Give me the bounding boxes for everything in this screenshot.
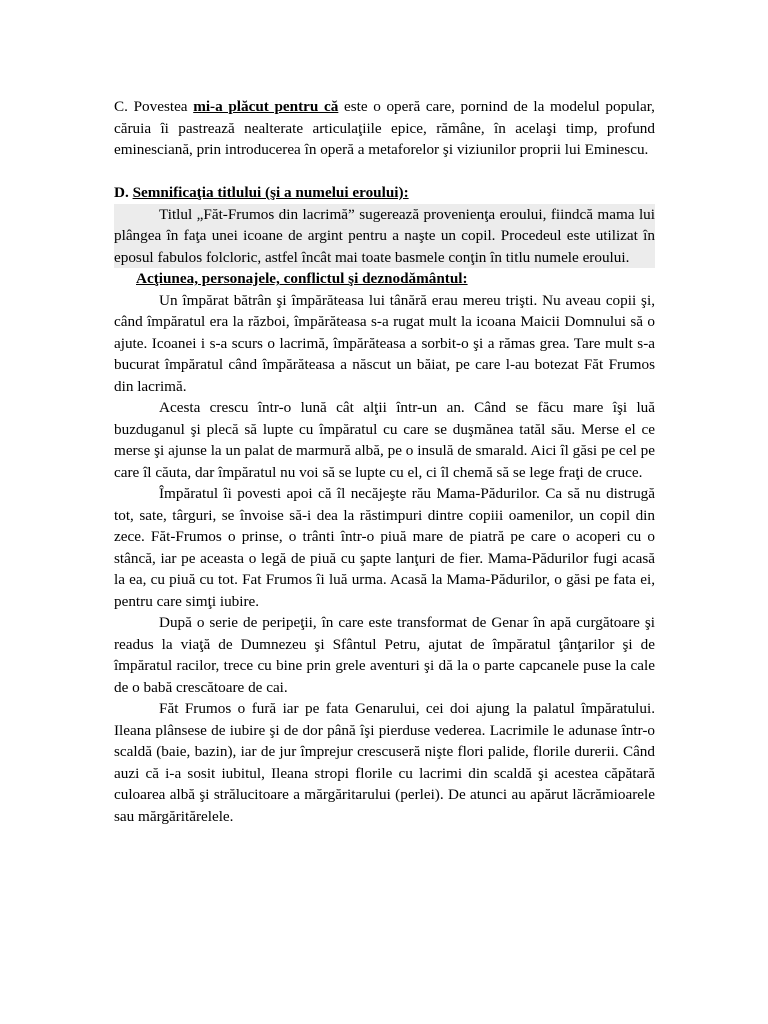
section-d-title: Semnificaţia titlului (şi a numelui eroului):: [132, 184, 409, 201]
paragraph-gap: [114, 161, 655, 183]
section-c-emphasis: mi-a plăcut pentru că: [193, 98, 339, 115]
section-action-heading: [114, 268, 655, 290]
document-page: [114, 96, 655, 827]
section-action-title: Acţiunea, personajele, conflictul şi deznodământul:: [136, 270, 468, 287]
section-c-label: C. Povestea: [114, 98, 194, 115]
section-c-paragraph: [114, 96, 655, 161]
story-paragraph-5: Făt Frumos o fură iar pe fata Genarului, cei doi ajung la palatul împăratului. Ileana plânsese de iubire şi de dor până îşi pierduse vederea. Lacrimile le adunase într-o scaldă (baie, bazin), iar de jur împrejur crescuseră nişte flori palide, florile durerii. Când auzi că i-a sosit iubitul, Ileana stropi florile cu lacrimi din scaldă şi acestea căpătară culoarea albă şi strălucitoare a mărgăritarului (perlei). De atunci au apărut lăcrămioarele sau mărgăritărelele.: [114, 700, 655, 825]
section-d-heading: [114, 182, 655, 204]
story-paragraph-2: Acesta crescu într-o lună cât alţii într-un an. Când se făcu mare îşi luă buzduganul şi plecă să lupte cu împăratul cu care se duşmănea tatăl său. Merse el ce merse şi ajunse la un palat de marmură albă, pe o insulă de smarald. Aici îl găsi pe cel pe care îl căuta, dar împăratul nu voi să se lupte cu el, ci îl chemă să se lege fraţi de cruce.: [114, 399, 655, 481]
story-paragraph-3: Împăratul îi povesti apoi că îl necăjeşte rău Mama-Pădurilor. Ca să nu distrugă tot, sate, târguri, se învoise să-i dea la răstimpuri dintre copiii oamenilor, un copil din zece. Făt-Frumos o prinse, o trânti într-o piuă mare de piatră pe care o acoperi cu o stâncă, iar pe aceasta o legă de piuă cu şapte lanţuri de fier. Mama-Pădurilor fugi acasă la ea, cu piuă cu tot. Fat Frumos îi luă urma. Acasă la Mama-Pădurilor, o găsi pe fata ei, pentru care simţi iubire.: [114, 485, 655, 610]
section-c-text: este o operă care, pornind de la modelul popular, căruia îi pastrează nealterate articulaţiile epice, rămâne, în acelaşi timp, profund eminesciană, prin introducerea în operă a metaforelor şi viziunilor proprii lui Eminescu.: [114, 98, 655, 158]
story-paragraph-4: După o serie de peripeţii, în care este transformat de Genar în apă curgătoare şi readus la viaţă de Dumnezeu şi Sfântul Petru, ajutat de împăratul ţânţarilor şi de împăratul racilor, trece cu bine prin grele aventuri şi dă la o parte capcanele puse la cale de o babă crescătoare de cai.: [114, 614, 655, 696]
section-d-label: D.: [114, 184, 133, 201]
story-paragraph-1: Un împărat bătrân şi împărăteasa lui tânără erau mereu trişti. Nu aveau copii şi, când împăratul era la război, împărăteasa s-a rugat mult la icoana Maicii Domnului să o ajute. Icoanei i s-a scurs o lacrimă, împărăteasa a sorbit-o şi a rămas grea. Tare mult s-a bucurat împăratul când împărăteasa a născut un băiat, pe care l-au botezat Făt Frumos din lacrimă.: [114, 291, 655, 395]
section-d-paragraph: Titlul „Făt-Frumos din lacrimă” sugerează provenienţa eroului, fiindcă mama lui plângea în faţa unei icoane de argint pentru a naşte un copil. Procedeul este utilizat în eposul fabulos folcloric, astfel încât mai toate basmele conţin în titlu numele eroului.: [114, 204, 655, 269]
